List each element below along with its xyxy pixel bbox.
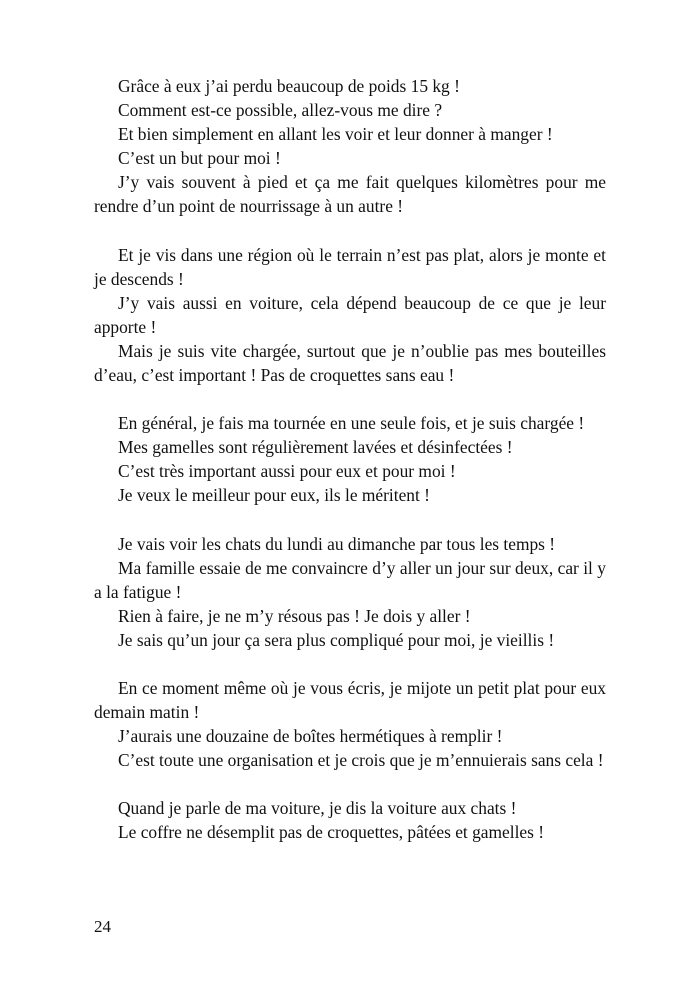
paragraph: Et bien simplement en allant les voir et leur donner à manger ! xyxy=(118,124,553,145)
paragraph: Mes gamelles sont régulièrement lavées et désinfectées ! xyxy=(118,437,513,458)
section-gap xyxy=(94,508,606,532)
paragraph: Je vais voir les chats du lundi au dimanche par tous les temps ! xyxy=(118,533,556,554)
paragraph: C’est toute une organisation et je crois que je m’ennuierais sans cela ! xyxy=(118,750,604,771)
paragraph: En ce moment même où je vous écris, je mijote un petit plat pour eux demain matin ! xyxy=(94,677,606,723)
section-gap xyxy=(94,219,606,243)
paragraph: C’est un but pour moi ! xyxy=(118,148,281,169)
paragraph: Rien à faire, je ne m’y résous pas ! Je dois y aller ! xyxy=(118,605,471,626)
section-gap xyxy=(94,652,606,676)
paragraph: Comment est-ce possible, allez-vous me dire ? xyxy=(118,100,443,121)
paragraph: J’y vais aussi en voiture, cela dépend beaucoup de ce que je leur apporte ! xyxy=(94,292,606,337)
paragraph: Je veux le meilleur pour eux, ils le méritent ! xyxy=(118,485,430,506)
paragraph: Grâce à eux j’ai perdu beaucoup de poids 15 kg ! xyxy=(118,76,460,96)
paragraph: Ma famille essaie de me convaincre d’y aller un jour sur deux, car il y a la fatigue ! xyxy=(94,557,606,602)
paragraph: C’est très important aussi pour eux et pour moi ! xyxy=(118,461,456,482)
paragraph: Quand je parle de ma voiture, je dis la voiture aux chats ! xyxy=(118,798,517,819)
paragraph: En général, je fais ma tournée en une seule fois, et je suis chargée ! xyxy=(118,413,585,434)
section-gap xyxy=(94,772,606,796)
paragraph: Mais je suis vite chargée, surtout que je n’oublie pas mes bouteilles d’eau, c’est important ! Pas de croquettes sans eau ! xyxy=(94,340,606,386)
page-number: 24 xyxy=(94,917,111,936)
paragraph: Le coffre ne désemplit pas de croquettes, pâtées et gamelles ! xyxy=(118,822,545,843)
paragraph: J’y vais souvent à pied et ça me fait quelques kilomètres pour me rendre d’un point de nourrissage à un autre ! xyxy=(94,172,606,217)
body-text xyxy=(94,74,606,845)
paragraph: Et je vis dans une région où le terrain n’est pas plat, alors je monte et je descends ! xyxy=(94,244,606,289)
paragraph: J’aurais une douzaine de boîtes hermétiques à remplir ! xyxy=(118,726,503,747)
paragraph: Je sais qu’un jour ça sera plus compliqué pour moi, je vieillis ! xyxy=(118,629,555,650)
section-gap xyxy=(94,387,606,411)
